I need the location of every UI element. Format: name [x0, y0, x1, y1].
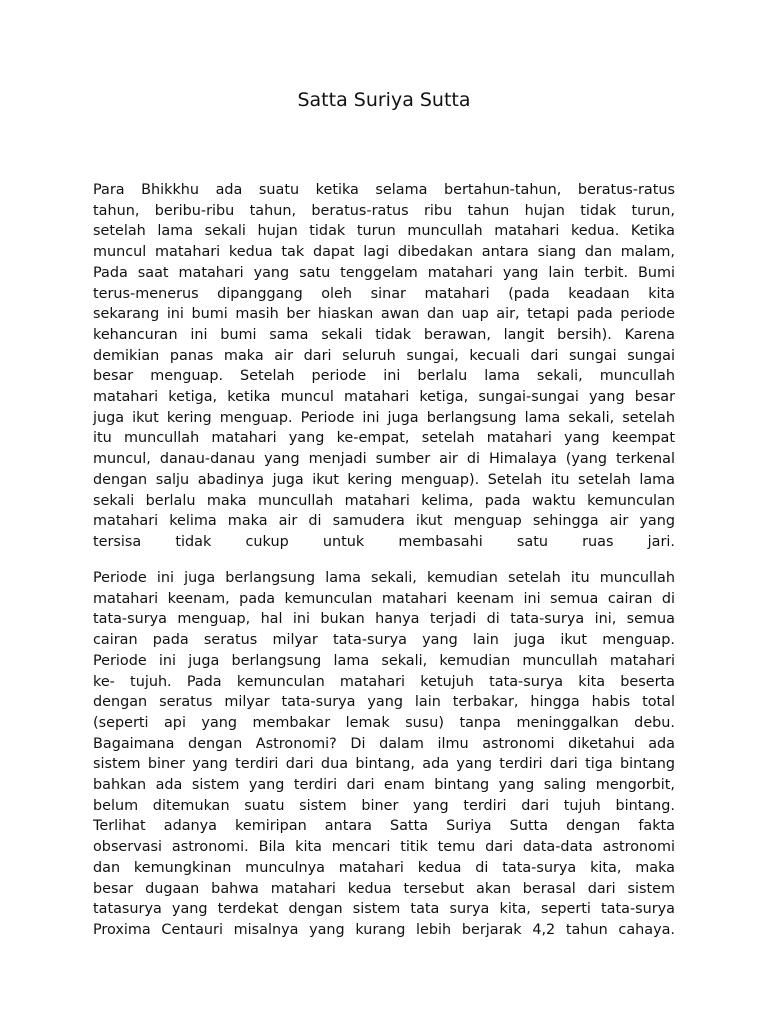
text-line: ke- tujuh. Pada kemunculan matahari ketujuh tata-surya kita beserta	[93, 673, 675, 690]
text-line: itu muncullah matahari yang ke-empat, setelah matahari yang keempat	[93, 430, 675, 447]
text-line: juga ikut kering menguap. Periode ini juga berlangsung lama sekali, setelah	[93, 409, 675, 426]
text-line: matahari keenam, pada kemunculan matahari keenam ini semua cairan di	[93, 590, 675, 607]
text-line: (seperti api yang membakar lemak susu) tanpa meninggalkan debu.	[93, 714, 675, 731]
text-line: Periode ini juga berlangsung lama sekali, kemudian setelah itu muncullah	[93, 570, 675, 586]
text-line: matahari ketiga, ketika muncul matahari ketiga, sungai-sungai yang besar	[93, 389, 675, 406]
text-line: tata-surya menguap, hal ini bukan hanya terjadi di tata-surya ini, semua	[93, 611, 675, 628]
text-line: besar dugaan bahwa matahari kedua tersebut akan berasal dari sistem	[93, 880, 675, 897]
text-line: tahun, beribu-ribu tahun, beratus-ratus ribu tahun hujan tidak turun,	[93, 202, 675, 219]
text-line: dengan salju abadinya juga ikut kering menguap). Setelah itu setelah lama	[93, 471, 675, 488]
text-line: tersisa tidak cukup untuk membasahi satu ruas jari.	[93, 533, 675, 550]
text-line: matahari kelima maka air di samudera ikut menguap sehingga air yang	[93, 513, 675, 530]
text-line: cairan pada seratus milyar tata-surya yang lain juga ikut menguap.	[93, 632, 675, 649]
text-line: Periode ini juga berlangsung lama sekali, kemudian muncullah matahari	[93, 652, 675, 669]
text-line: Terlihat adanya kemiripan antara Satta Suriya Sutta dengan fakta	[93, 818, 675, 835]
text-line: Pada saat matahari yang satu tenggelam matahari yang lain terbit. Bumi	[93, 264, 675, 281]
text-line: dengan seratus milyar tata-surya yang lain terbakar, hingga habis total	[93, 694, 675, 711]
text-line: Proxima Centauri misalnya yang kurang lebih berjarak 4,2 tahun cahaya.	[93, 921, 675, 938]
text-line: Bagaimana dengan Astronomi? Di dalam ilmu astronomi diketahui ada	[93, 735, 675, 752]
text-line: kehancuran ini bumi sama sekali tidak berawan, langit bersih). Karena	[93, 326, 675, 343]
text-line: besar menguap. Setelah periode ini berlalu lama sekali, muncullah	[93, 368, 675, 385]
text-line: bahkan ada sistem yang terdiri dari enam bintang yang saling mengorbit,	[93, 777, 675, 794]
text-line: belum ditemukan suatu sistem biner yang terdiri dari tujuh bintang.	[93, 797, 675, 814]
text-line: sekali berlalu maka muncullah matahari kelima, pada waktu kemunculan	[93, 492, 675, 509]
text-line: dan kemungkinan munculnya matahari kedua di tata-surya kita, maka	[93, 859, 675, 876]
paragraph-2	[93, 568, 675, 941]
text-line: setelah lama sekali hujan tidak turun muncullah matahari kedua. Ketika	[93, 223, 675, 240]
text-line: tatasurya yang terdekat dengan sistem tata surya kita, seperti tata-surya	[93, 901, 675, 918]
text-line: sistem biner yang terdiri dari dua bintang, ada yang terdiri dari tiga bintang	[93, 756, 675, 773]
text-line: observasi astronomi. Bila kita mencari titik temu dari data-data astronomi	[93, 839, 675, 856]
text-line: muncul matahari kedua tak dapat lagi dibedakan antara siang dan malam,	[93, 244, 675, 261]
text-line: terus-menerus dipanggang oleh sinar matahari (pada keadaan kita	[93, 285, 675, 302]
text-line: Para Bhikkhu ada suatu ketika selama bertahun-tahun, beratus-ratus	[93, 182, 675, 198]
paragraph-1	[93, 180, 675, 553]
text-line: muncul, danau-danau yang menjadi sumber air di Himalaya (yang terkenal	[93, 451, 675, 468]
text-line: sekarang ini bumi masih ber hiaskan awan dan uap air, tetapi pada periode	[93, 306, 675, 323]
text-line: demikian panas maka air dari seluruh sungai, kecuali dari sungai sungai	[93, 347, 675, 364]
document-title: Satta Suriya Sutta	[297, 89, 471, 111]
